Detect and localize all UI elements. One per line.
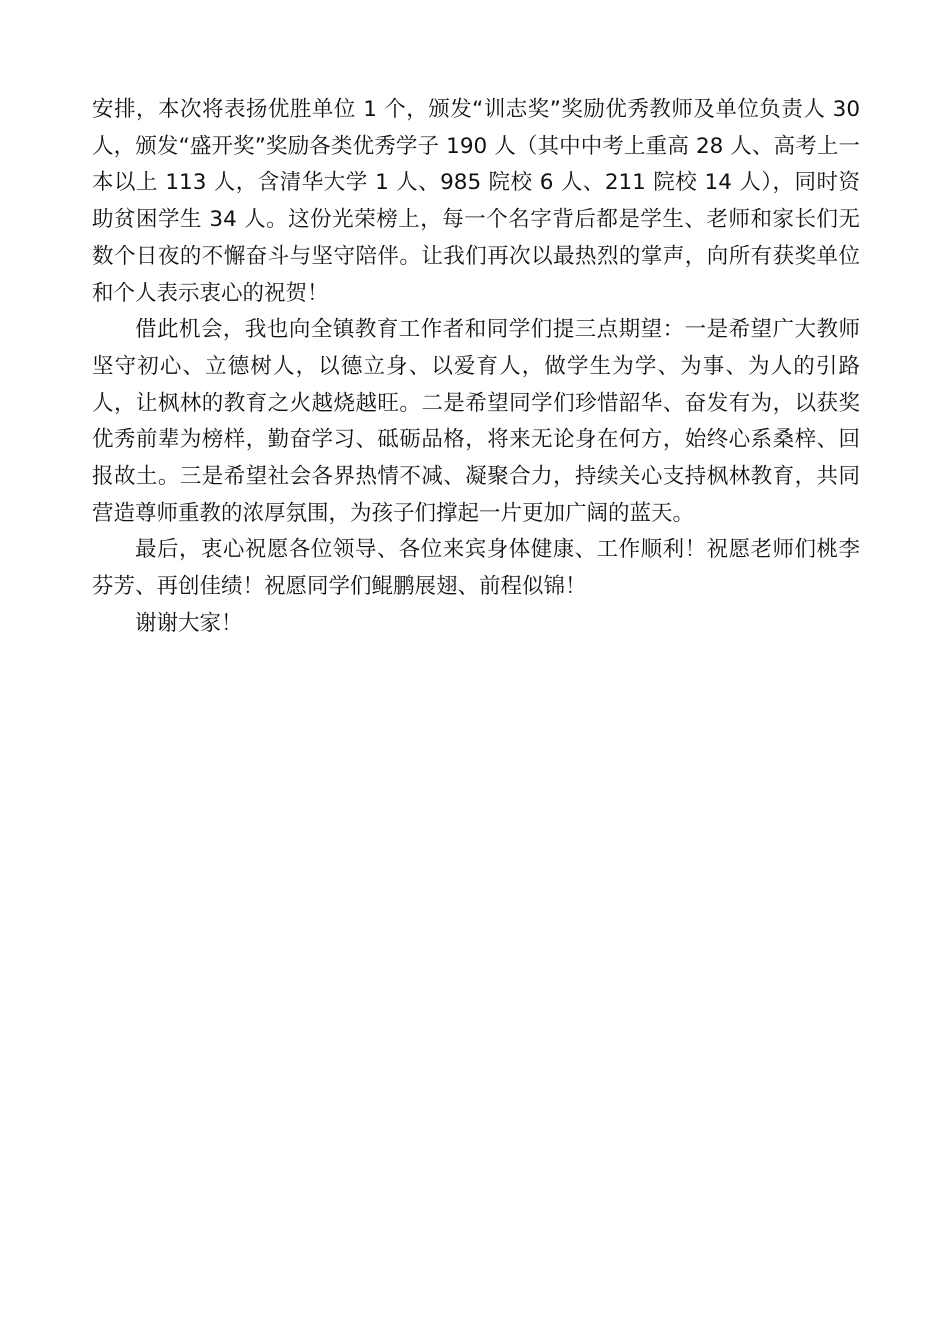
paragraph-awards: 安排，本次将表扬优胜单位 1 个，颁发“训志奖”奖励优秀教师及单位负责人 30 人，颁发“盛开奖”奖励各类优秀学子 190 人（其中中考上重高 28 人、高考上一本以上 113 人，含清华大学 1 人、985 院校 6 人、211 院校 14 人），同时资助贫困学生 34 人。这份光荣榜上，每一个名字背后都是学生、老师和家长们无数个日夜的不懈奋斗与坚守陪伴。让我们再次以最热烈的掌声，向所有获奖单位和个人表示衷心的祝贺！ [92,97,860,306]
document-page [92,92,860,643]
paragraph-wishes: 最后，衷心祝愿各位领导、各位来宾身体健康、工作顺利！祝愿老师们桃李芬芳、再创佳绩！祝愿同学们鲲鹏展翅、前程似锦！ [92,537,860,600]
paragraph-thanks: 谢谢大家！ [135,610,243,636]
paragraph-expectations: 借此机会，我也向全镇教育工作者和同学们提三点期望：一是希望广大教师坚守初心、立德树人，以德立身、以爱育人，做学生为学、为事、为人的引路人，让枫林的教育之火越烧越旺。二是希望同学们珍惜韶华、奋发有为，以获奖优秀前辈为榜样，勤奋学习、砥砺品格，将来无论身在何方，始终心系桑梓、回报故土。三是希望社会各界热情不减、凝聚合力，持续关心支持枫林教育，共同营造尊师重教的浓厚氛围，为孩子们撑起一片更加广阔的蓝天。 [92,317,860,526]
